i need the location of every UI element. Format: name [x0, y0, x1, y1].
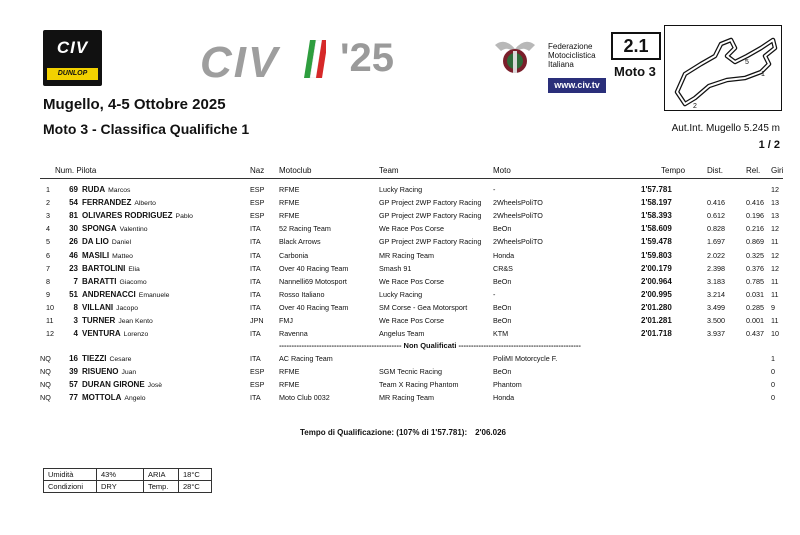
moto-cell: BeOn	[493, 316, 512, 325]
col-motoclub: Motoclub	[279, 166, 312, 175]
event-title: Mugello, 4-5 Ottobre 2025	[43, 96, 226, 113]
pilot-cell	[82, 264, 140, 273]
dist-cell: 0.612	[707, 211, 725, 221]
air-value: 18°C	[179, 469, 212, 481]
pilot-firstname: Elia	[128, 265, 140, 273]
pilot-cell	[82, 277, 147, 286]
nq-row	[0, 367, 800, 380]
pilot-surname: ANDRENACCI	[82, 289, 136, 299]
nq-row	[0, 380, 800, 393]
motoclub-cell: RFME	[279, 198, 300, 208]
giri-cell: 9	[771, 302, 775, 312]
pos-cell: 5	[46, 237, 50, 247]
table-row	[0, 211, 800, 224]
pilot-cell	[82, 354, 131, 363]
pilot-cell	[82, 237, 131, 246]
giri-cell: 12	[771, 263, 779, 273]
giri-cell: 10	[771, 329, 779, 339]
tempo-cell: 1'58.393	[641, 211, 672, 221]
moto-cell: Phantom	[493, 380, 522, 390]
nq-row	[0, 354, 800, 367]
moto-cell: BeOn	[493, 276, 512, 286]
team-cell: Team X Racing Phantom	[379, 380, 459, 390]
rel-cell: 0.785	[746, 276, 764, 286]
giri-cell: 11	[771, 316, 779, 325]
moto-cell: -	[493, 289, 496, 299]
team-cell: MR Racing Team	[379, 250, 434, 260]
pos-cell: 9	[46, 289, 50, 299]
rel-cell: 0.001	[746, 316, 764, 325]
pos-cell: 7	[46, 263, 50, 273]
num-cell: 57	[69, 380, 78, 390]
moto-cell: -	[493, 185, 496, 194]
dist-cell: 1.697	[707, 237, 725, 247]
humidity-label: Umidità	[44, 469, 97, 481]
rel-cell: 0.437	[746, 329, 764, 339]
tempo-cell: 1'58.609	[641, 224, 672, 234]
session-code: 2.1	[611, 32, 661, 60]
naz-cell: JPN	[250, 316, 264, 325]
rel-cell: 0.196	[746, 211, 764, 221]
tempo-cell: 2'00.179	[641, 263, 672, 273]
moto-cell: CR&S	[493, 263, 513, 273]
pilot-firstname: Jacopo	[116, 304, 139, 312]
pos-cell: NQ	[40, 354, 51, 363]
civ-logo	[43, 30, 102, 86]
col-dist: Dist.	[707, 166, 723, 175]
pilot-firstname: Valentino	[119, 226, 148, 234]
pilot-firstname: Daniel	[111, 239, 132, 247]
num-cell: 69	[69, 185, 78, 194]
air-label: ARIA	[144, 469, 179, 481]
num-cell: 30	[69, 224, 78, 234]
tempo-cell: 1'57.781	[641, 185, 672, 194]
tempo-cell: 1'59.478	[641, 237, 672, 247]
fmi-emblem-icon	[493, 35, 537, 77]
rel-cell: 0.325	[746, 250, 764, 260]
track-turn-2: 2	[693, 103, 697, 110]
pilot-cell	[82, 303, 138, 312]
num-cell: 16	[69, 354, 78, 363]
pilot-firstname: Emanuele	[138, 291, 170, 299]
motoclub-cell: AC Racing Team	[279, 354, 333, 363]
tempo-cell: 1'58.197	[641, 198, 672, 208]
pilot-cell	[82, 367, 136, 376]
motoclub-cell: RFME	[279, 380, 300, 390]
pos-cell: 8	[46, 276, 50, 286]
pilot-firstname: Marcos	[108, 187, 131, 194]
naz-cell: ITA	[250, 354, 261, 363]
team-cell: Smash 91	[379, 263, 412, 273]
dist-cell: 2.398	[707, 263, 725, 273]
team-cell: Lucky Racing	[379, 289, 423, 299]
motoclub-cell: Carbonia	[279, 250, 309, 260]
pilot-surname: OLIVARES RODRIGUEZ	[82, 211, 173, 221]
naz-cell: ITA	[250, 302, 261, 312]
num-cell: 4	[73, 329, 78, 339]
motoclub-cell: 52 Racing Team	[279, 224, 331, 234]
team-cell: SGM Tecnic Racing	[379, 367, 442, 377]
table-row	[0, 264, 800, 277]
pos-cell: 11	[46, 316, 54, 325]
pilot-firstname: Jean Kento	[118, 318, 153, 325]
table-row	[0, 290, 800, 303]
motoclub-cell: Nannelli69 Motosport	[279, 276, 347, 286]
pilot-surname: TIEZZI	[82, 354, 107, 363]
motoclub-cell: Rosso Italiano	[279, 289, 325, 299]
temp-value: 28°C	[179, 481, 212, 493]
nq-row	[0, 393, 800, 406]
dist-cell: 3.937	[707, 329, 725, 339]
pos-cell: NQ	[40, 367, 51, 377]
giri-cell: 0	[771, 380, 775, 390]
conditions-label: Condizioni	[44, 481, 97, 493]
fmi-name	[548, 42, 596, 69]
tempo-cell: 2'01.718	[641, 329, 672, 339]
moto-cell: 2WheelsPoliTO	[493, 211, 543, 221]
pilot-firstname: Matteo	[112, 252, 133, 260]
col-rel: Rel.	[746, 166, 761, 175]
num-cell: 46	[69, 250, 78, 260]
pos-cell: 4	[46, 224, 50, 234]
team-cell: Angelus Team	[379, 329, 425, 339]
giri-cell: 13	[771, 211, 779, 221]
pilot-cell	[82, 380, 162, 389]
naz-cell: ITA	[250, 250, 261, 260]
naz-cell: ESP	[250, 198, 265, 208]
pos-cell: 10	[46, 302, 54, 312]
humidity-value: 43%	[97, 469, 144, 481]
season-year: '25	[340, 36, 395, 80]
team-cell: GP Project 2WP Factory Racing	[379, 211, 482, 221]
table-row	[0, 316, 800, 329]
table-row	[0, 224, 800, 237]
fmi-line-1: Federazione	[548, 42, 593, 51]
track-map	[664, 25, 782, 111]
giri-cell: 13	[771, 198, 779, 208]
moto-cell: Honda	[493, 393, 515, 403]
naz-cell: ESP	[250, 211, 265, 221]
dist-cell: 3.183	[707, 276, 725, 286]
num-cell: 77	[69, 393, 78, 403]
naz-cell: ESP	[250, 185, 265, 194]
num-cell: 39	[69, 367, 78, 377]
tempo-cell: 2'00.964	[641, 276, 672, 286]
table-row	[0, 185, 800, 198]
class-name: Moto 3	[614, 64, 656, 79]
table-row	[0, 277, 800, 290]
team-cell: We Race Pos Corse	[379, 224, 444, 234]
pilot-firstname: Angelo	[124, 395, 146, 403]
pilot-cell	[82, 393, 146, 402]
pilot-surname: RISUENO	[82, 367, 119, 377]
dist-cell: 3.500	[707, 316, 725, 325]
track-turn-5: 5	[745, 59, 749, 66]
pilot-firstname: Juan	[121, 369, 137, 377]
pilot-firstname: Alberto	[134, 200, 156, 208]
track-outline-icon	[665, 26, 781, 110]
moto-cell: Honda	[493, 250, 515, 260]
pos-cell: NQ	[40, 380, 51, 390]
pilot-surname: BARTOLINI	[82, 263, 126, 273]
num-cell: 81	[69, 211, 78, 221]
pos-cell: 2	[46, 198, 50, 208]
civ-logo-text: CIV	[56, 38, 89, 57]
col-naz: Naz	[250, 166, 265, 175]
pilot-cell	[82, 185, 130, 194]
naz-cell: ITA	[250, 276, 261, 286]
pilot-surname: VENTURA	[82, 329, 121, 339]
team-cell: GP Project 2WP Factory Racing	[379, 237, 482, 247]
pilot-cell	[82, 224, 148, 233]
pilot-cell	[82, 251, 133, 260]
conditions-value: DRY	[97, 481, 144, 493]
naz-cell: ITA	[250, 224, 261, 234]
fmi-line-3: Italiana	[548, 60, 574, 69]
motoclub-cell: Ravenna	[279, 329, 308, 339]
motoclub-cell: Over 40 Racing Team	[279, 263, 349, 273]
col-tempo: Tempo	[661, 166, 686, 175]
track-turn-1: 1	[761, 71, 765, 78]
qualification-time-label: Tempo di Qualificazione: (107% di 1'57.781):	[300, 428, 468, 437]
team-cell: GP Project 2WP Factory Racing	[379, 198, 482, 208]
naz-cell: ITA	[250, 289, 261, 299]
pos-cell: 3	[46, 211, 50, 221]
non-qualified-separator: ------------------------------------------------- Non Qualificati -------------------------------------------------	[279, 341, 581, 350]
pilot-cell	[82, 198, 156, 207]
num-cell: 51	[69, 289, 78, 299]
col-giri: Giri	[771, 166, 784, 175]
pilot-surname: DURAN GIRONE	[82, 380, 145, 390]
num-cell: 23	[69, 263, 78, 273]
pilot-surname: MASILI	[82, 250, 110, 260]
rel-cell: 0.216	[746, 224, 764, 234]
motoclub-cell: FMJ	[279, 316, 293, 325]
motoclub-cell: Black Arrows	[279, 237, 321, 247]
moto-cell: PoliMI Motorcycle F.	[493, 354, 558, 363]
giri-cell: 12	[771, 224, 779, 234]
dist-cell: 0.416	[707, 198, 725, 208]
pilot-cell	[82, 290, 169, 299]
rel-cell: 0.416	[746, 198, 764, 208]
moto-cell: KTM	[493, 329, 509, 339]
moto-cell: BeOn	[493, 224, 512, 234]
temp-label: Temp.	[144, 481, 179, 493]
session-title: Moto 3 - Classifica Qualifiche 1	[43, 121, 250, 137]
motoclub-cell: Over 40 Racing Team	[279, 302, 349, 312]
pilot-firstname: Pablo	[175, 213, 193, 221]
dist-cell: 3.499	[707, 302, 725, 312]
tempo-cell: 2'01.281	[641, 316, 672, 325]
giri-cell: 11	[771, 276, 779, 286]
rel-cell: 0.285	[746, 302, 764, 312]
table-row	[0, 303, 800, 316]
weather-table	[43, 468, 212, 493]
team-cell: MR Racing Team	[379, 393, 434, 403]
civ-brand-logo: CIV	[200, 38, 280, 87]
rel-cell: 0.376	[746, 263, 764, 273]
team-cell: Lucky Racing	[379, 185, 423, 194]
pilot-surname: TURNER	[82, 316, 116, 325]
tempo-cell: 2'00.995	[641, 289, 672, 299]
pilot-cell	[82, 329, 148, 338]
table-row	[0, 237, 800, 250]
pilot-firstname: Cesare	[109, 356, 132, 363]
giri-cell: 12	[771, 250, 779, 260]
giri-cell: 12	[771, 185, 779, 194]
table-row	[0, 251, 800, 264]
qualification-time-value: 2'06.026	[475, 428, 506, 437]
tempo-cell: 2'01.280	[641, 302, 672, 312]
pilot-firstname: Josè	[147, 382, 163, 390]
motoclub-cell: RFME	[279, 185, 300, 194]
table-row	[0, 198, 800, 211]
pilot-surname: RUDA	[82, 185, 106, 194]
col-num-pilota: Num. Pilota	[55, 166, 97, 175]
motoclub-cell: Moto Club 0032	[279, 393, 330, 403]
dist-cell: 2.022	[707, 250, 725, 260]
rel-cell: 0.031	[746, 289, 764, 299]
num-cell: 7	[73, 276, 78, 286]
moto-cell: 2WheelsPoliTO	[493, 198, 543, 208]
naz-cell: ITA	[250, 393, 261, 403]
giri-cell: 0	[771, 393, 775, 403]
pos-cell: 1	[46, 185, 50, 194]
pos-cell: 6	[46, 250, 50, 260]
giri-cell: 1	[771, 354, 775, 363]
giri-cell: 11	[771, 237, 779, 247]
pilot-surname: DA LIO	[82, 237, 109, 247]
pilot-firstname: Lorenzo	[123, 331, 149, 339]
pilot-surname: FERRANDEZ	[82, 198, 132, 208]
tempo-cell: 1'59.803	[641, 250, 672, 260]
dunlop-logo: DUNLOP	[47, 68, 98, 80]
dist-cell: 3.214	[707, 289, 725, 299]
motoclub-cell: RFME	[279, 211, 300, 221]
col-moto: Moto	[493, 166, 511, 175]
pilot-cell	[82, 211, 193, 220]
giri-cell: 11	[771, 289, 779, 299]
num-cell: 54	[69, 198, 78, 208]
pos-cell: 12	[46, 329, 54, 339]
pilot-firstname: Giacomo	[119, 278, 147, 286]
moto-cell: 2WheelsPoliTO	[493, 237, 543, 247]
giri-cell: 0	[771, 367, 775, 377]
italian-flag-stripe	[300, 40, 326, 78]
team-cell: We Race Pos Corse	[379, 276, 444, 286]
team-cell: SM Corse - Gea Motorsport	[379, 302, 468, 312]
website-link[interactable]: www.civ.tv	[548, 78, 606, 93]
naz-cell: ITA	[250, 263, 261, 273]
num-cell: 26	[69, 237, 78, 247]
team-cell: We Race Pos Corse	[379, 316, 444, 325]
page-number: 1 / 2	[758, 139, 780, 151]
pilot-surname: VILLANI	[82, 302, 114, 312]
pilot-surname: SPONGA	[82, 224, 117, 234]
naz-cell: ITA	[250, 237, 261, 247]
rel-cell: 0.869	[746, 237, 764, 247]
moto-cell: BeOn	[493, 367, 512, 377]
circuit-info: Aut.Int. Mugello 5.245 m	[671, 123, 780, 134]
num-cell: 8	[73, 302, 78, 312]
fmi-line-2: Motociclistica	[548, 51, 596, 60]
dist-cell: 0.828	[707, 224, 725, 234]
naz-cell: ESP	[250, 367, 265, 377]
qualification-time	[300, 428, 506, 437]
col-team: Team	[379, 166, 399, 175]
pos-cell: NQ	[40, 393, 51, 403]
pilot-surname: BARATTI	[82, 276, 117, 286]
motoclub-cell: RFME	[279, 367, 300, 377]
header-rule	[40, 178, 783, 179]
pilot-surname: MOTTOLA	[82, 393, 122, 403]
naz-cell: ITA	[250, 329, 261, 339]
moto-cell: BeOn	[493, 302, 512, 312]
pilot-cell	[82, 316, 153, 325]
num-cell: 3	[73, 316, 78, 325]
naz-cell: ESP	[250, 380, 265, 390]
